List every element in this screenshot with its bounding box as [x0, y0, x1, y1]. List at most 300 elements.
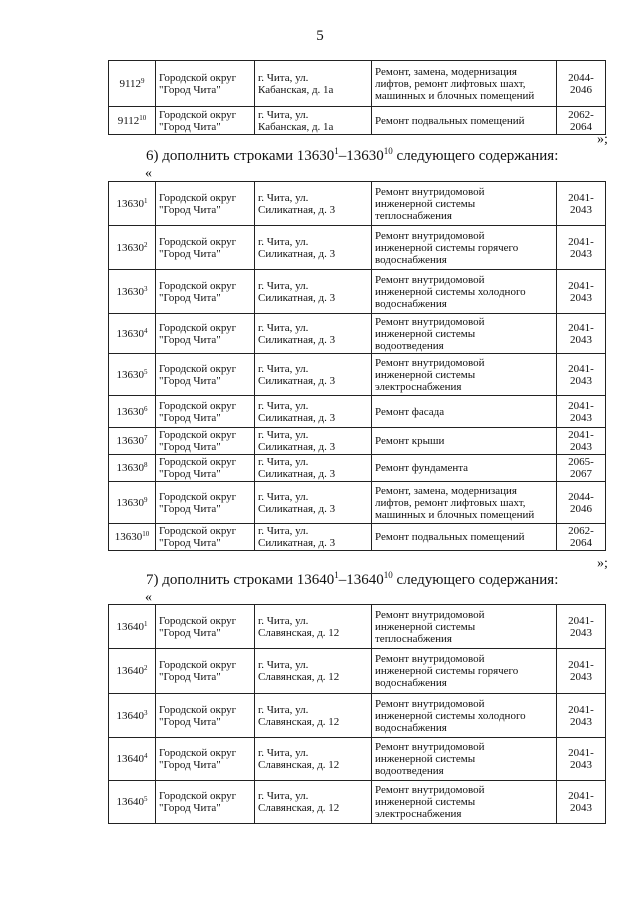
row-number-cell — [109, 524, 156, 551]
years-cell — [557, 649, 606, 694]
work-type-cell — [372, 396, 557, 428]
row-number: 13630 — [116, 327, 144, 340]
address-line: Силикатная, д. 3 — [258, 441, 336, 453]
address-cell — [255, 605, 372, 649]
work-line: Ремонт внутридомовой — [375, 653, 485, 665]
row-number: 13630 — [116, 405, 144, 418]
district-line: "Город Чита" — [159, 411, 221, 424]
row-number: 13640 — [116, 709, 144, 722]
heading-sup: 10 — [383, 146, 393, 156]
district-line: Городской округ — [159, 703, 237, 716]
years-cell — [557, 354, 606, 396]
district-line: "Город Чита" — [159, 203, 221, 216]
years-line: 2041- — [568, 279, 594, 292]
address-line: г. Чита, ул. — [258, 525, 309, 537]
table-top — [108, 60, 606, 135]
years-line: 2046 — [570, 502, 592, 515]
table-row — [109, 428, 606, 455]
row-number-sup: 3 — [144, 708, 148, 717]
work-line: Ремонт внутридомовой — [375, 356, 485, 369]
address-line: г. Чита, ул. — [258, 235, 309, 248]
district-cell — [156, 314, 255, 354]
table-row — [109, 354, 606, 396]
row-number-cell — [109, 649, 156, 694]
row-number-sup: 10 — [139, 113, 147, 122]
years-line: 2043 — [570, 715, 592, 728]
row-number-sup: 8 — [144, 461, 148, 469]
years-cell — [557, 61, 606, 107]
work-line: Ремонт, замена, модернизация — [375, 65, 517, 78]
address-cell — [255, 270, 372, 314]
work-type-cell — [372, 738, 557, 781]
row-number-sup: 9 — [141, 76, 145, 85]
address-line: Силикатная, д. 3 — [258, 468, 336, 480]
district-line: Городской округ — [159, 747, 237, 759]
district-line: Городской округ — [159, 191, 237, 204]
heading-suffix: следующего содержания: — [392, 148, 559, 164]
district-cell — [156, 649, 255, 694]
row-number: 13640 — [116, 796, 144, 808]
address-line: г. Чита, ул. — [258, 71, 309, 84]
work-line: лифтов, ремонт лифтовых шахт, — [375, 77, 526, 90]
district-line: "Город Чита" — [159, 715, 221, 728]
row-number-sup: 5 — [144, 367, 148, 376]
row-number-cell — [109, 182, 156, 226]
work-line: лифтов, ремонт лифтовых шахт, — [375, 496, 526, 509]
years-cell — [557, 524, 606, 551]
years-line: 2064 — [570, 537, 592, 549]
years-line: 2044- — [568, 490, 594, 503]
years-line: 2043 — [570, 441, 592, 453]
address-line: Силикатная, д. 3 — [258, 537, 336, 549]
closing-quote: »; — [597, 556, 608, 571]
row-number: 13630 — [116, 496, 144, 509]
years-cell — [557, 482, 606, 524]
opening-quote: « — [145, 166, 152, 181]
district-line: "Город Чита" — [159, 441, 221, 453]
row-number-sup: 1 — [144, 196, 148, 205]
years-line: 2043 — [570, 333, 592, 346]
district-line: Городской округ — [159, 490, 237, 503]
row-number: 13640 — [116, 753, 144, 765]
heading-prefix: 6) дополнить строками 13630 — [146, 148, 335, 164]
address-line: Славянская, д. 12 — [258, 802, 340, 814]
address-line: г. Чита, ул. — [258, 747, 309, 759]
district-line: "Город Чита" — [159, 120, 221, 133]
row-number-sup: 7 — [144, 434, 148, 442]
years-line: 2046 — [570, 83, 592, 96]
work-line: инженерной системы — [375, 368, 476, 381]
closing-quote: »; — [597, 132, 608, 147]
address-line: Славянская, д. 12 — [258, 626, 340, 639]
years-line: 2043 — [570, 411, 592, 424]
years-line: 2062- — [568, 525, 594, 537]
address-cell — [255, 182, 372, 226]
years-line: 2041- — [568, 703, 594, 716]
table-row — [109, 314, 606, 354]
years-line: 2041- — [568, 235, 594, 248]
work-line: Ремонт внутридомовой — [375, 273, 485, 286]
heading-sup: 1 — [334, 146, 339, 156]
row-number: 13630 — [116, 241, 144, 254]
district-cell — [156, 482, 255, 524]
district-line: "Город Чита" — [159, 247, 221, 260]
district-line: Городской округ — [159, 614, 237, 627]
address-line: Силикатная, д. 3 — [258, 333, 336, 346]
row-number-cell — [109, 455, 156, 482]
work-type-cell — [372, 781, 557, 824]
table-row — [109, 694, 606, 738]
work-line: инженерной системы — [375, 753, 476, 765]
work-line: водоснабжения — [375, 721, 447, 734]
row-number-cell — [109, 428, 156, 455]
address-line: г. Чита, ул. — [258, 659, 309, 671]
years-cell — [557, 270, 606, 314]
district-cell — [156, 182, 255, 226]
address-line: г. Чита, ул. — [258, 362, 309, 375]
district-cell — [156, 428, 255, 455]
address-cell — [255, 314, 372, 354]
table-body — [109, 61, 606, 135]
work-line: Ремонт внутридомовой — [375, 741, 485, 753]
years-line: 2043 — [570, 759, 592, 771]
years-line: 2041- — [568, 659, 594, 671]
years-line: 2043 — [570, 671, 592, 683]
section-7-heading — [146, 572, 558, 589]
years-line: 2064 — [570, 120, 592, 133]
work-type-cell — [372, 226, 557, 270]
heading-dash: –13630 — [338, 148, 384, 164]
table-section-6 — [108, 181, 606, 551]
row-number-sup: 2 — [144, 664, 148, 672]
work-line: инженерной системы горячего — [375, 241, 519, 254]
row-number-cell — [109, 270, 156, 314]
work-line: Ремонт фасада — [375, 405, 445, 418]
work-line: теплоснабжения — [375, 632, 452, 645]
address-line: Славянская, д. 12 — [258, 715, 340, 728]
years-cell — [557, 455, 606, 482]
years-line: 2041- — [568, 362, 594, 375]
work-type-cell — [372, 524, 557, 551]
address-cell — [255, 107, 372, 135]
table-row — [109, 455, 606, 482]
district-cell — [156, 107, 255, 135]
work-line: инженерной системы — [375, 327, 476, 340]
row-number-sup: 3 — [144, 284, 148, 293]
table-row — [109, 270, 606, 314]
district-cell — [156, 694, 255, 738]
address-line: Силикатная, д. 3 — [258, 203, 336, 216]
work-line: Ремонт внутридомовой — [375, 315, 485, 328]
row-number-cell — [109, 482, 156, 524]
address-line: г. Чита, ул. — [258, 399, 309, 412]
table-row — [109, 738, 606, 781]
address-cell — [255, 61, 372, 107]
district-line: Городской округ — [159, 456, 237, 468]
address-line: г. Чита, ул. — [258, 456, 309, 468]
district-cell — [156, 226, 255, 270]
district-line: Городской округ — [159, 399, 237, 412]
page-number: 5 — [316, 28, 324, 44]
district-cell — [156, 455, 255, 482]
work-type-cell — [372, 107, 557, 135]
years-cell — [557, 396, 606, 428]
district-line: "Город Чита" — [159, 802, 221, 814]
row-number: 9112 — [119, 77, 142, 90]
row-number: 13630 — [116, 368, 144, 381]
row-number-cell — [109, 396, 156, 428]
work-type-cell — [372, 354, 557, 396]
work-line: водоснабжения — [375, 677, 447, 689]
row-number-sup: 4 — [144, 752, 148, 760]
work-type-cell — [372, 182, 557, 226]
row-number-cell — [109, 738, 156, 781]
address-cell — [255, 694, 372, 738]
address-line: г. Чита, ул. — [258, 703, 309, 716]
heading-prefix: 7) дополнить строками 13640 — [146, 572, 335, 588]
table-row — [109, 524, 606, 551]
address-cell — [255, 226, 372, 270]
district-line: "Город Чита" — [159, 333, 221, 346]
years-cell — [557, 694, 606, 738]
table-row — [109, 107, 606, 135]
address-line: Силикатная, д. 3 — [258, 291, 336, 304]
district-cell — [156, 738, 255, 781]
row-number-sup: 2 — [144, 240, 148, 249]
district-cell — [156, 270, 255, 314]
district-cell — [156, 354, 255, 396]
table-row — [109, 396, 606, 428]
section-6-heading — [146, 148, 558, 165]
district-cell — [156, 605, 255, 649]
work-line: инженерной системы холодного — [375, 285, 526, 298]
row-number-cell — [109, 694, 156, 738]
address-cell — [255, 524, 372, 551]
work-line: Ремонт внутридомовой — [375, 784, 485, 796]
years-line: 2041- — [568, 399, 594, 412]
address-line: Славянская, д. 12 — [258, 671, 340, 683]
row-number: 13630 — [116, 462, 144, 474]
district-line: Городской округ — [159, 429, 237, 441]
row-number-sup: 6 — [144, 404, 148, 413]
table-row — [109, 605, 606, 649]
row-number-cell — [109, 314, 156, 354]
district-line: Городской округ — [159, 71, 237, 84]
work-line: машинных и блочных помещений — [375, 508, 535, 521]
work-line: инженерной системы горячего — [375, 665, 519, 677]
years-line: 2041- — [568, 614, 594, 627]
district-line: Городской округ — [159, 525, 237, 537]
work-line: Ремонт внутридомовой — [375, 229, 485, 242]
years-cell — [557, 428, 606, 455]
heading-suffix: следующего содержания: — [392, 572, 559, 588]
row-number: 13630 — [116, 285, 144, 298]
years-line: 2041- — [568, 429, 594, 441]
address-line: г. Чита, ул. — [258, 191, 309, 204]
district-cell — [156, 61, 255, 107]
row-number: 9112 — [117, 114, 140, 127]
district-line: Городской округ — [159, 321, 237, 334]
row-number-cell — [109, 61, 156, 107]
district-line: "Город Чита" — [159, 671, 221, 683]
district-line: "Город Чита" — [159, 759, 221, 771]
work-line: инженерной системы — [375, 620, 476, 633]
work-type-cell — [372, 428, 557, 455]
work-line: машинных и блочных помещений — [375, 89, 535, 102]
row-number: 13630 — [116, 197, 144, 210]
address-line: г. Чита, ул. — [258, 490, 309, 503]
table-row — [109, 61, 606, 107]
district-line: Городской округ — [159, 659, 237, 671]
address-line: Силикатная, д. 3 — [258, 374, 336, 387]
work-type-cell — [372, 649, 557, 694]
district-line: Городской округ — [159, 362, 237, 375]
years-line: 2062- — [568, 108, 594, 121]
district-cell — [156, 396, 255, 428]
district-line: Городской округ — [159, 108, 237, 121]
row-number: 13630 — [116, 435, 144, 447]
work-line: электроснабжения — [375, 380, 462, 393]
work-line: Ремонт крыши — [375, 435, 445, 447]
row-number-cell — [109, 781, 156, 824]
address-line: г. Чита, ул. — [258, 614, 309, 627]
district-line: "Город Чита" — [159, 537, 221, 549]
district-cell — [156, 781, 255, 824]
address-line: Силикатная, д. 3 — [258, 411, 336, 424]
work-line: Ремонт подвальных помещений — [375, 531, 525, 543]
work-line: теплоснабжения — [375, 209, 452, 222]
row-number-sup: 5 — [144, 795, 148, 803]
address-line: г. Чита, ул. — [258, 429, 309, 441]
years-line: 2065- — [568, 456, 594, 468]
heading-sup: 10 — [383, 570, 393, 580]
district-cell — [156, 524, 255, 551]
address-cell — [255, 354, 372, 396]
row-number-cell — [109, 226, 156, 270]
table-row — [109, 182, 606, 226]
work-line: инженерной системы холодного — [375, 709, 526, 722]
address-cell — [255, 428, 372, 455]
years-line: 2041- — [568, 790, 594, 802]
district-line: Городской округ — [159, 279, 237, 292]
district-line: "Город Чита" — [159, 502, 221, 515]
years-line: 2043 — [570, 626, 592, 639]
district-line: "Город Чита" — [159, 291, 221, 304]
table-body — [109, 605, 606, 824]
work-line: водоотведения — [375, 765, 444, 777]
address-cell — [255, 738, 372, 781]
table-row — [109, 226, 606, 270]
work-line: Ремонт внутридомовой — [375, 608, 485, 621]
work-line: Ремонт, замена, модернизация — [375, 484, 517, 497]
table-body — [109, 182, 606, 551]
row-number: 13640 — [116, 665, 144, 677]
work-line: инженерной системы — [375, 796, 476, 808]
address-line: Кабанская, д. 1а — [258, 83, 334, 96]
work-line: инженерной системы — [375, 197, 476, 210]
work-type-cell — [372, 482, 557, 524]
work-line: водоснабжения — [375, 253, 447, 266]
years-cell — [557, 107, 606, 135]
work-line: Ремонт фундамента — [375, 462, 469, 474]
address-line: Славянская, д. 12 — [258, 759, 340, 771]
district-line: Городской округ — [159, 235, 237, 248]
years-line: 2041- — [568, 191, 594, 204]
table-row — [109, 781, 606, 824]
work-line: электроснабжения — [375, 808, 462, 820]
address-line: Кабанская, д. 1а — [258, 120, 334, 133]
row-number-sup: 9 — [144, 495, 148, 504]
years-cell — [557, 182, 606, 226]
address-cell — [255, 455, 372, 482]
table-section-7 — [108, 604, 606, 824]
district-line: "Город Чита" — [159, 83, 221, 96]
row-number: 13640 — [116, 620, 144, 633]
work-line: водоотведения — [375, 339, 444, 352]
row-number-sup: 1 — [144, 619, 148, 628]
address-cell — [255, 396, 372, 428]
work-line: Ремонт внутридомовой — [375, 697, 485, 710]
heading-dash: –13640 — [338, 572, 384, 588]
work-line: Ремонт внутридомовой — [375, 185, 485, 198]
years-cell — [557, 226, 606, 270]
years-line: 2043 — [570, 203, 592, 216]
row-number-cell — [109, 107, 156, 135]
row-number-sup: 4 — [144, 326, 148, 335]
years-line: 2041- — [568, 747, 594, 759]
work-type-cell — [372, 61, 557, 107]
district-line: "Город Чита" — [159, 468, 221, 480]
address-line: г. Чита, ул. — [258, 279, 309, 292]
years-line: 2043 — [570, 291, 592, 304]
years-line: 2067 — [570, 468, 592, 480]
row-number: 13630 — [114, 531, 143, 543]
district-line: "Город Чита" — [159, 374, 221, 387]
years-cell — [557, 314, 606, 354]
address-line: Силикатная, д. 3 — [258, 502, 336, 515]
address-line: г. Чита, ул. — [258, 790, 309, 802]
row-number-cell — [109, 354, 156, 396]
years-cell — [557, 605, 606, 649]
years-line: 2041- — [568, 321, 594, 334]
address-cell — [255, 649, 372, 694]
opening-quote: « — [145, 590, 152, 605]
years-line: 2043 — [570, 802, 592, 814]
address-line: г. Чита, ул. — [258, 321, 309, 334]
row-number-cell — [109, 605, 156, 649]
work-type-cell — [372, 455, 557, 482]
district-line: "Город Чита" — [159, 626, 221, 639]
work-type-cell — [372, 270, 557, 314]
years-cell — [557, 781, 606, 824]
address-cell — [255, 482, 372, 524]
table-row — [109, 482, 606, 524]
work-line: Ремонт подвальных помещений — [375, 114, 525, 127]
work-type-cell — [372, 314, 557, 354]
heading-sup: 1 — [334, 570, 339, 580]
address-cell — [255, 781, 372, 824]
work-type-cell — [372, 694, 557, 738]
address-line: Силикатная, д. 3 — [258, 247, 336, 260]
table-row — [109, 649, 606, 694]
address-line: г. Чита, ул. — [258, 108, 309, 121]
years-line: 2044- — [568, 71, 594, 84]
district-line: Городской округ — [159, 790, 237, 802]
years-line: 2043 — [570, 247, 592, 260]
work-type-cell — [372, 605, 557, 649]
work-line: водоснабжения — [375, 297, 447, 310]
row-number-sup: 10 — [142, 530, 150, 538]
